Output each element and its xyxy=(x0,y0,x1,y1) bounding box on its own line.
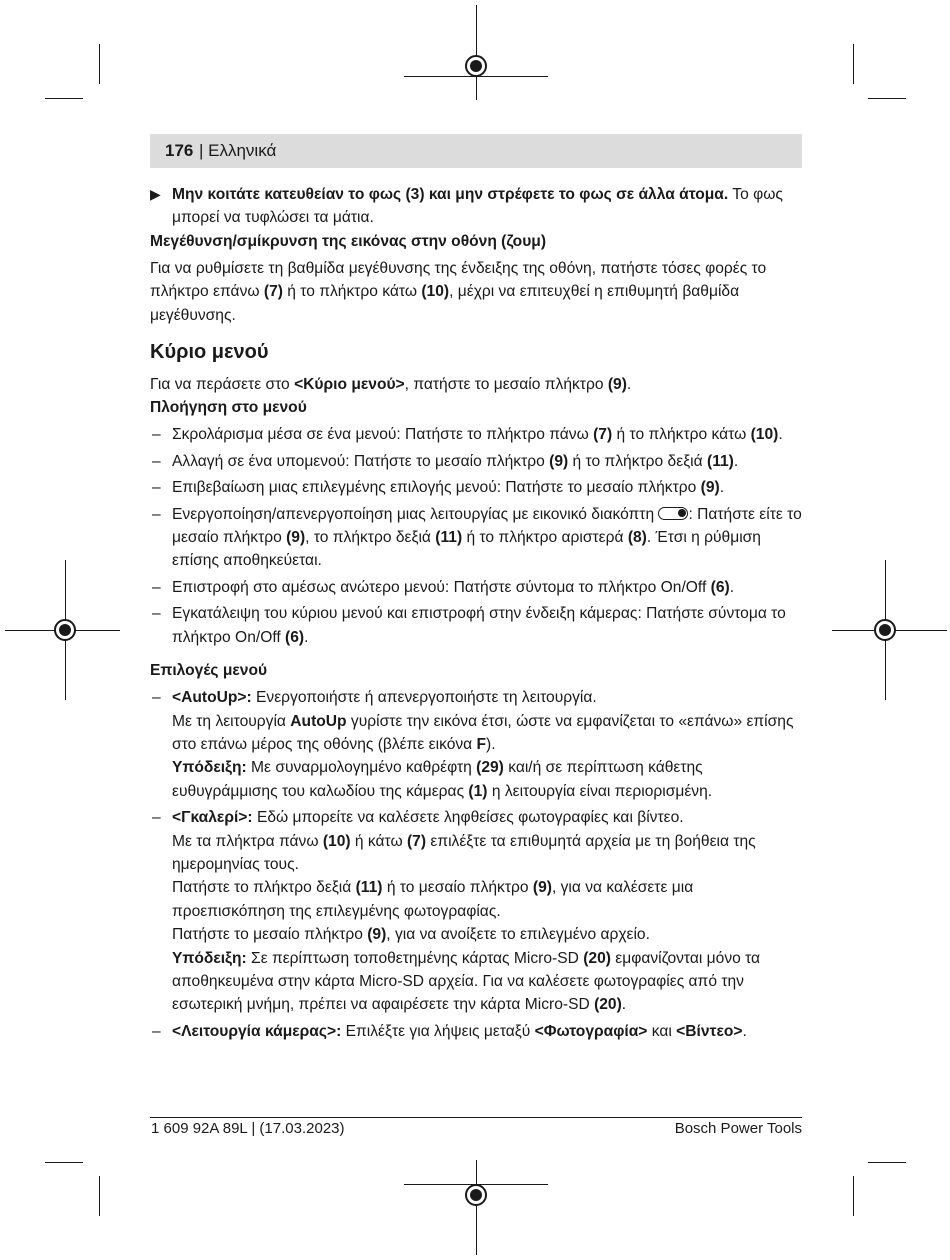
main-menu-paragraph: Για να περάσετε στο <Κύριο μενού>, πατήστε το μεσαίο πλήκτρο (9). xyxy=(150,376,632,394)
crop-mark xyxy=(853,1176,854,1216)
crop-mark xyxy=(45,1162,83,1163)
list-item-autoup: – <AutoUp>: Ενεργοποιήστε ή απενεργοποιήστε τη λειτουργία. Με τη λειτουργία AutoUp γυρίστε την εικόνα έτσι, ώστε να εμφανίζεται το «επάνω» επίσης στο επάνω μέρος της οθόνης (βλέπε εικόνα F). Υπόδειξη: Με συναρμολογημένο καθρέφτη (29) και/ή σε περίπτωση κάθετης ευθυγράμμισης του καλωδίου της κάμερας (1) η λειτουργία είναι περιορισμένη. xyxy=(152,689,794,800)
navigation-heading: Πλοήγηση στο μενού xyxy=(150,399,307,417)
crop-mark xyxy=(45,98,83,99)
triangle-right-icon: ▶ xyxy=(150,186,161,202)
crop-mark xyxy=(853,44,854,84)
footer-brand: Bosch Power Tools xyxy=(674,1120,802,1137)
registration-target-icon xyxy=(465,1184,487,1206)
options-heading: Επιλογές μενού xyxy=(150,662,268,680)
registration-target-icon xyxy=(54,619,76,641)
list-item-gallery: – <Γκαλερί>: Εδώ μπορείτε να καλέσετε ληφθείσες φωτογραφίες και βίντεο. Με τα πλήκτρα πάνω (10) ή κάτω (7) επιλέξτε τα επιθυμητά αρχεία με τη βοήθεια της ημερομηνίας τους. Πατήστε το πλήκτρο δεξιά (11) ή το μεσαίο πλήκτρο (9), για να καλέσετε μια προεπισκόπηση της επιλεγμένης φωτογραφίας. Πατήστε το μεσαίο πλήκτρο (9), για να ανοίξετε το επιλεγμένο αρχείο. Υπόδειξη: Σε περίπτωση τοποθετημένης κάρτας Micro-SD (20) εμφανίζονται μόνο τα αποθηκευμένα στην κάρτα Micro-SD αρχεία. Για να καλέσετε φωτογραφίες από την εσωτερική μνήμη, πρέπει να αφαιρέσετε την κάρτα Micro-SD (20). xyxy=(152,809,761,1014)
navigation-list xyxy=(150,423,802,649)
list-item: – Αλλαγή σε ένα υπομενού: Πατήστε το μεσαίο πλήκτρο (9) ή το πλήκτρο δεξιά (11). xyxy=(152,452,739,470)
list-item: – Επιστροφή στο αμέσως ανώτερο μενού: Πατήστε σύντομα το πλήκτρο On/Off (6). xyxy=(152,578,735,596)
safety-warning: ▶ Μην κοιτάτε κατευθείαν το φως (3) και μην στρέφετε το φως σε άλλα άτομα. Το φως μπορεί να τυφλώσει τα μάτια. xyxy=(150,183,802,230)
registration-line xyxy=(476,5,477,100)
zoom-paragraph: Για να ρυθμίσετε τη βαθμίδα μεγέθυνσης της ένδειξης της οθόνη, πατήστε τόσες φορές το πλήκτρο επάνω (7) ή το πλήκτρο κάτω (10), μέχρι να επιτευχθεί η επιθυμητή βαθμίδα μεγέθυνσης. xyxy=(150,259,767,324)
list-item: – Ενεργοποίηση/απενεργοποίηση μιας λειτουργίας με εικονικό διακόπτη : Πατήστε είτε το μεσαίο πλήκτρο (9), το πλήκτρο δεξιά (11) ή το πλήκτρο αριστερά (8). Έτσι η ρύθμιση επίσης αποθηκεύεται. xyxy=(152,505,802,570)
registration-line xyxy=(476,1160,477,1255)
crop-mark xyxy=(99,1176,100,1216)
page-language: | Ελληνικά xyxy=(199,141,277,160)
registration-target-icon xyxy=(465,55,487,77)
toggle-switch-icon xyxy=(658,507,688,520)
list-item: – Εγκατάλειψη του κύριου μενού και επιστροφή στην ένδειξη κάμερας: Πατήστε σύντομα το πλήκτρο On/Off (6). xyxy=(152,605,786,646)
crop-mark xyxy=(868,98,906,99)
zoom-heading: Μεγέθυνση/σμίκρυνση της εικόνας στην οθόνη (ζουμ) xyxy=(150,232,547,250)
crop-mark xyxy=(868,1162,906,1163)
list-item: – Επιβεβαίωση μιας επιλεγμένης επιλογής μενού: Πατήστε το μεσαίο πλήκτρο (9). xyxy=(152,479,725,497)
options-list xyxy=(150,686,802,1043)
crop-mark xyxy=(99,44,100,84)
page-number: 176 xyxy=(165,141,194,160)
registration-target-icon xyxy=(874,619,896,641)
main-menu-heading: Κύριο μενού xyxy=(150,341,269,364)
list-item: – Σκρολάρισμα μέσα σε ένα μενού: Πατήστε το πλήκτρο πάνω (7) ή το πλήκτρο κάτω (10). xyxy=(152,426,783,444)
list-item-camera-mode: – <Λειτουργία κάμερας>: Επιλέξτε για λήψεις μεταξύ <Φωτογραφία> και <Βίντεο>. xyxy=(152,1022,747,1040)
footer-divider xyxy=(150,1117,802,1118)
page-content xyxy=(150,183,802,1053)
footer-doc-id: 1 609 92A 89L | (17.03.2023) xyxy=(151,1120,345,1137)
